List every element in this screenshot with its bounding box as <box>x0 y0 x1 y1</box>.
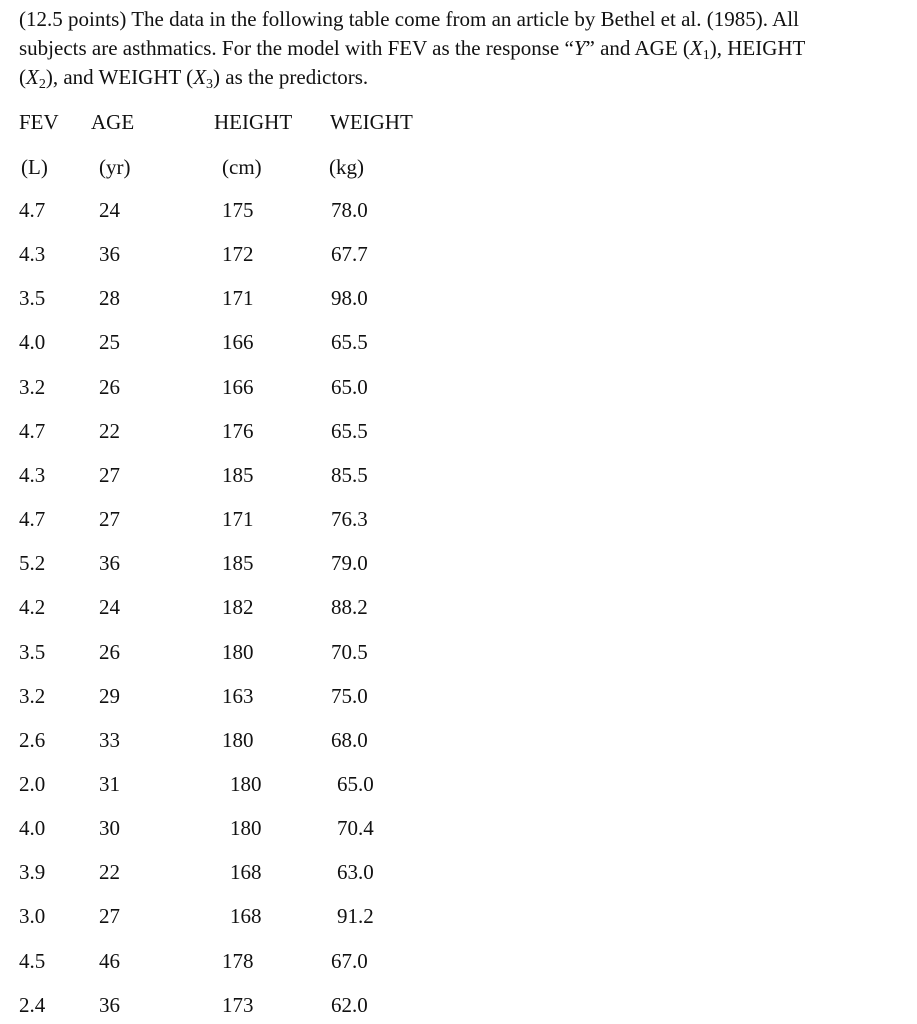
cell-weight: 75.0 <box>331 684 368 708</box>
cell-weight: 65.0 <box>331 375 368 399</box>
problem-text: subjects are asthmatics. For the model with FEV as the response “ <box>19 36 574 60</box>
problem-text: ( <box>19 65 26 89</box>
cell-age: 24 <box>99 595 120 619</box>
header-fev: FEV <box>19 110 59 134</box>
problem-text: ), HEIGHT <box>709 36 806 60</box>
cell-age: 27 <box>99 904 120 928</box>
cell-weight: 67.7 <box>331 242 368 266</box>
cell-weight: 76.3 <box>331 507 368 531</box>
cell-age: 22 <box>99 860 120 884</box>
cell-height: 172 <box>222 242 254 266</box>
cell-height: 178 <box>222 949 254 973</box>
cell-weight: 62.0 <box>331 993 368 1017</box>
cell-height: 180 <box>222 640 254 664</box>
cell-fev: 3.2 <box>19 375 46 399</box>
header-weight: WEIGHT <box>330 110 413 134</box>
cell-weight: 68.0 <box>331 728 368 752</box>
cell-fev: 2.6 <box>19 728 46 752</box>
cell-age: 33 <box>99 728 120 752</box>
problem-text: ), and WEIGHT ( <box>45 65 194 89</box>
cell-age: 29 <box>99 684 120 708</box>
cell-age: 27 <box>99 507 120 531</box>
cell-height: 166 <box>222 375 254 399</box>
predictor-variable: X <box>689 36 703 60</box>
cell-age: 36 <box>99 551 120 575</box>
unit-age: (yr) <box>99 155 131 179</box>
cell-fev: 4.7 <box>19 419 46 443</box>
cell-height: 185 <box>222 463 254 487</box>
cell-fev: 5.2 <box>19 551 46 575</box>
cell-weight: 65.5 <box>331 419 368 443</box>
cell-age: 25 <box>99 330 120 354</box>
cell-age: 27 <box>99 463 120 487</box>
cell-age: 46 <box>99 949 120 973</box>
cell-age: 26 <box>99 375 120 399</box>
unit-fev: (L) <box>21 155 48 179</box>
cell-height: 180 <box>230 816 262 840</box>
cell-fev: 4.7 <box>19 198 46 222</box>
cell-height: 185 <box>222 551 254 575</box>
problem-text: (12.5 points) The data in the following table come from an article by Bethel et al. (1985). All <box>19 7 799 31</box>
cell-height: 180 <box>222 728 254 752</box>
cell-fev: 4.2 <box>19 595 46 619</box>
cell-fev: 4.0 <box>19 816 46 840</box>
cell-height: 173 <box>222 993 254 1017</box>
cell-weight: 85.5 <box>331 463 368 487</box>
cell-height: 171 <box>222 286 254 310</box>
cell-fev: 3.9 <box>19 860 46 884</box>
predictor-variable: X <box>26 65 39 89</box>
cell-weight: 78.0 <box>331 198 368 222</box>
cell-height: 168 <box>230 860 262 884</box>
cell-weight: 65.0 <box>337 772 374 796</box>
cell-fev: 4.7 <box>19 507 46 531</box>
cell-weight: 70.5 <box>331 640 368 664</box>
cell-weight: 79.0 <box>331 551 368 575</box>
cell-fev: 3.5 <box>19 286 46 310</box>
subscript: 3 <box>206 77 214 92</box>
cell-fev: 2.4 <box>19 993 46 1017</box>
cell-weight: 88.2 <box>331 595 368 619</box>
cell-fev: 4.0 <box>19 330 46 354</box>
problem-text: ) as the predictors. <box>213 65 369 89</box>
cell-fev: 3.2 <box>19 684 46 708</box>
cell-height: 166 <box>222 330 254 354</box>
cell-fev: 4.5 <box>19 949 46 973</box>
header-age: AGE <box>91 110 135 134</box>
cell-weight: 98.0 <box>331 286 368 310</box>
cell-height: 168 <box>230 904 262 928</box>
response-variable: Y <box>573 36 586 60</box>
cell-fev: 3.5 <box>19 640 46 664</box>
cell-weight: 67.0 <box>331 949 368 973</box>
cell-height: 182 <box>222 595 254 619</box>
cell-height: 175 <box>222 198 254 222</box>
cell-age: 31 <box>99 772 120 796</box>
cell-weight: 91.2 <box>337 904 374 928</box>
cell-fev: 4.3 <box>19 463 46 487</box>
cell-height: 171 <box>222 507 254 531</box>
cell-weight: 65.5 <box>331 330 368 354</box>
cell-fev: 2.0 <box>19 772 46 796</box>
cell-fev: 3.0 <box>19 904 46 928</box>
cell-age: 24 <box>99 198 120 222</box>
problem-text: ” and AGE ( <box>585 36 690 60</box>
cell-age: 36 <box>99 993 120 1017</box>
cell-height: 176 <box>222 419 254 443</box>
cell-weight: 70.4 <box>337 816 374 840</box>
header-height: HEIGHT <box>214 110 293 134</box>
subscript: 2 <box>38 77 46 92</box>
cell-height: 180 <box>230 772 262 796</box>
cell-height: 163 <box>222 684 254 708</box>
cell-fev: 4.3 <box>19 242 46 266</box>
cell-age: 28 <box>99 286 120 310</box>
unit-weight: (kg) <box>329 155 364 179</box>
cell-age: 22 <box>99 419 120 443</box>
predictor-variable: X <box>193 65 207 89</box>
unit-height: (cm) <box>222 155 262 179</box>
cell-age: 30 <box>99 816 120 840</box>
cell-weight: 63.0 <box>337 860 374 884</box>
cell-age: 26 <box>99 640 120 664</box>
subscript: 1 <box>702 48 710 63</box>
cell-age: 36 <box>99 242 120 266</box>
